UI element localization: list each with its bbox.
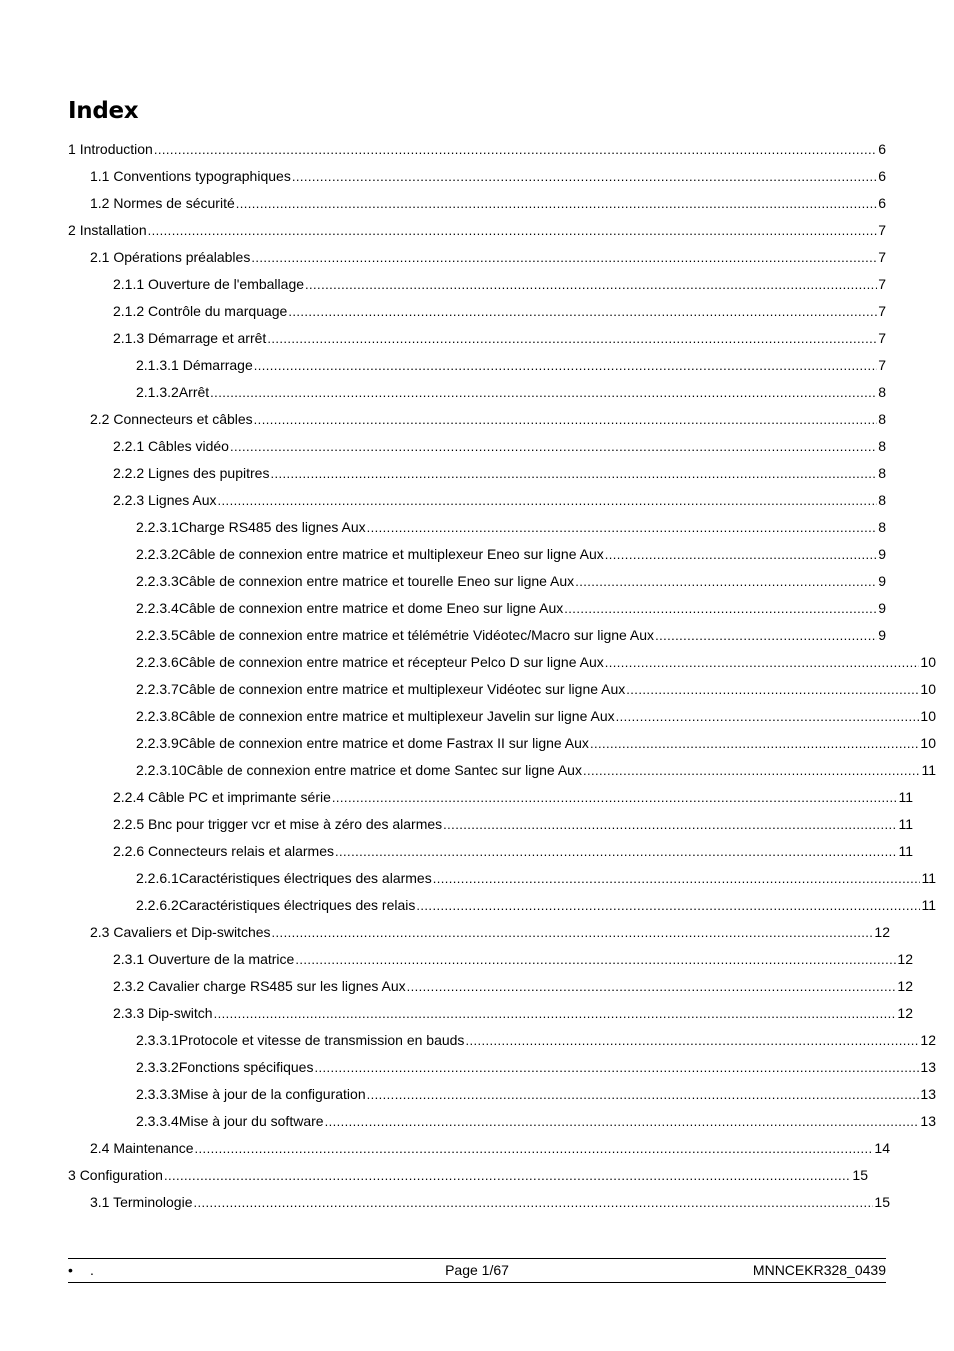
toc-entry[interactable] bbox=[68, 1189, 890, 1216]
toc-entry[interactable] bbox=[68, 541, 886, 568]
toc-entry-number: 2.3.3.3 bbox=[136, 1086, 179, 1102]
toc-entry-page: 8 bbox=[878, 384, 886, 400]
toc-entry-label: Contrôle du marquage bbox=[148, 303, 288, 319]
toc-entry[interactable] bbox=[68, 1000, 913, 1027]
toc-entry-number: 1 bbox=[68, 141, 76, 157]
toc-entry-page: 11 bbox=[898, 843, 913, 859]
toc-entry[interactable] bbox=[68, 757, 936, 784]
toc-entry[interactable] bbox=[68, 595, 886, 622]
toc-dot-leader bbox=[270, 460, 877, 487]
toc-entry-title bbox=[136, 703, 615, 730]
toc-entry-number: 2.2.3.2 bbox=[136, 546, 179, 562]
toc-entry-title bbox=[113, 271, 304, 298]
toc-dot-leader bbox=[465, 1027, 919, 1054]
toc-entry-number: 2.4 bbox=[90, 1140, 110, 1156]
toc-entry[interactable] bbox=[68, 1108, 936, 1135]
toc-entry-number: 3.1 bbox=[90, 1194, 110, 1210]
page-footer bbox=[68, 1261, 886, 1279]
toc-entry-number: 3 bbox=[68, 1167, 76, 1183]
toc-entry-label: Câble de connexion entre matrice et dome Eneo sur ligne Aux bbox=[178, 600, 564, 616]
toc-entry-page: 8 bbox=[878, 519, 886, 535]
toc-dot-leader bbox=[367, 514, 878, 541]
toc-entry-title bbox=[90, 919, 271, 946]
toc-entry-number: 2.1 bbox=[90, 249, 110, 265]
toc-entry-number: 2.3.3.1 bbox=[136, 1032, 179, 1048]
toc-entry-number: 1.1 bbox=[90, 168, 110, 184]
toc-entry-title bbox=[136, 757, 582, 784]
toc-entry-title bbox=[113, 946, 294, 973]
toc-entry-label: Introduction bbox=[79, 141, 153, 157]
toc-dot-leader bbox=[164, 1162, 851, 1189]
toc-entry-label: Terminologie bbox=[113, 1194, 193, 1210]
toc-entry-label: Installation bbox=[79, 222, 147, 238]
toc-entry-number: 2.1.3.2 bbox=[136, 384, 179, 400]
toc-dot-leader bbox=[367, 1081, 920, 1108]
toc-dot-leader bbox=[407, 973, 897, 1000]
toc-entry-number: 2.2.5 bbox=[113, 816, 145, 832]
toc-entry-label: Ouverture de l'emballage bbox=[148, 276, 305, 292]
toc-entry-title bbox=[113, 325, 266, 352]
toc-entry-number: 2.2.3.1 bbox=[136, 519, 179, 535]
toc-entry[interactable] bbox=[68, 163, 886, 190]
toc-dot-leader bbox=[416, 892, 920, 919]
toc-entry-number: 2.2.3.8 bbox=[136, 708, 179, 724]
toc-entry[interactable] bbox=[68, 649, 936, 676]
toc-entry-title bbox=[136, 676, 625, 703]
toc-entry-label: Câble de connexion entre matrice et multiplexeur Javelin sur ligne Aux bbox=[178, 708, 615, 724]
toc-entry-page: 13 bbox=[920, 1059, 936, 1075]
toc-entry-page: 8 bbox=[878, 465, 886, 481]
toc-entry-title bbox=[136, 1054, 313, 1081]
toc-entry[interactable] bbox=[68, 325, 886, 352]
toc-entry[interactable] bbox=[68, 514, 886, 541]
toc-entry-title bbox=[136, 1108, 324, 1135]
toc-entry-number: 2.2.3.4 bbox=[136, 600, 179, 616]
toc-entry-label: Câbles vidéo bbox=[148, 438, 229, 454]
toc-entry[interactable] bbox=[68, 811, 913, 838]
toc-entry-title bbox=[113, 973, 406, 1000]
toc-entry-title bbox=[90, 1135, 194, 1162]
toc-entry-label: Lignes des pupitres bbox=[148, 465, 270, 481]
toc-entry[interactable] bbox=[68, 244, 886, 271]
toc-entry-label: Ouverture de la matrice bbox=[148, 951, 295, 967]
toc-entry-page: 8 bbox=[878, 438, 886, 454]
toc-dot-leader bbox=[214, 1000, 897, 1027]
toc-entry-page: 11 bbox=[921, 870, 936, 886]
toc-entry-page: 13 bbox=[920, 1086, 936, 1102]
toc-entry-title bbox=[90, 190, 235, 217]
toc-dot-leader bbox=[564, 595, 877, 622]
toc-dot-leader bbox=[218, 487, 878, 514]
toc-entry-label: Démarrage et arrêt bbox=[148, 330, 267, 346]
toc-entry-number: 2 bbox=[68, 222, 76, 238]
toc-entry-number: 2.1.2 bbox=[113, 303, 145, 319]
toc-dot-leader bbox=[254, 406, 878, 433]
toc-entry-title bbox=[136, 514, 366, 541]
toc-dot-leader bbox=[325, 1108, 920, 1135]
toc-entry-number: 2.2 bbox=[90, 411, 110, 427]
toc-entry-title bbox=[68, 1162, 163, 1189]
toc-entry-title bbox=[113, 811, 442, 838]
toc-dot-leader bbox=[251, 244, 877, 271]
toc-entry-label: Caractéristiques électriques des relais bbox=[178, 897, 416, 913]
toc-entry[interactable] bbox=[68, 919, 890, 946]
toc-entry-label: Normes de sécurité bbox=[113, 195, 235, 211]
toc-dot-leader bbox=[655, 622, 877, 649]
toc-entry-number: 2.2.2 bbox=[113, 465, 145, 481]
toc-entry-title bbox=[113, 487, 217, 514]
footer-document-reference: MNNCEKR328_0439 bbox=[752, 1262, 886, 1278]
toc-entry[interactable] bbox=[68, 1135, 890, 1162]
toc-entry-title bbox=[90, 406, 253, 433]
toc-entry-label: Charge RS485 des lignes Aux bbox=[178, 519, 366, 535]
toc-entry-number: 1.2 bbox=[90, 195, 110, 211]
toc-entry-page: 12 bbox=[897, 951, 913, 967]
toc-entry-title bbox=[113, 460, 269, 487]
toc-entry-title bbox=[113, 298, 287, 325]
toc-entry-page: 9 bbox=[878, 600, 886, 616]
toc-entry[interactable] bbox=[68, 1081, 936, 1108]
toc-entry-page: 12 bbox=[920, 1032, 936, 1048]
toc-entry-label: Câble de connexion entre matrice et tourelle Eneo sur ligne Aux bbox=[178, 573, 575, 589]
toc-entry-page: 6 bbox=[878, 141, 886, 157]
toc-dot-leader bbox=[583, 757, 921, 784]
toc-entry-page: 7 bbox=[878, 357, 886, 373]
toc-entry-title bbox=[136, 649, 604, 676]
toc-entry-label: Câble de connexion entre matrice et récepteur Pelco D sur ligne Aux bbox=[178, 654, 604, 670]
toc-dot-leader bbox=[443, 811, 897, 838]
toc-entry-number: 2.1.3 bbox=[113, 330, 145, 346]
toc-entry-label: Lignes Aux bbox=[148, 492, 217, 508]
toc-entry-label: Câble de connexion entre matrice et dome Santec sur ligne Aux bbox=[186, 762, 582, 778]
toc-entry-number: 2.1.3.1 bbox=[136, 357, 179, 373]
toc-entry-title bbox=[90, 244, 250, 271]
toc-entry-page: 8 bbox=[878, 492, 886, 508]
toc-entry-page: 6 bbox=[878, 195, 886, 211]
toc-entry-label: Protocole et vitesse de transmission en bauds bbox=[178, 1032, 465, 1048]
toc-entry[interactable] bbox=[68, 865, 936, 892]
toc-entry[interactable] bbox=[68, 568, 886, 595]
toc-entry[interactable] bbox=[68, 1054, 936, 1081]
toc-entry-label: Cavalier charge RS485 sur les lignes Aux bbox=[148, 978, 406, 994]
toc-entry[interactable] bbox=[68, 406, 886, 433]
toc-dot-leader bbox=[332, 784, 898, 811]
toc-entry-number: 2.2.6.2 bbox=[136, 897, 179, 913]
toc-dot-leader bbox=[210, 379, 877, 406]
footer-divider-bottom bbox=[68, 1282, 886, 1283]
toc-dot-leader bbox=[305, 271, 877, 298]
toc-entry-label: Arrêt bbox=[178, 384, 210, 400]
toc-dot-leader bbox=[154, 136, 877, 163]
toc-entry-title bbox=[136, 595, 563, 622]
toc-entry-number: 2.2.3.5 bbox=[136, 627, 179, 643]
toc-entry[interactable] bbox=[68, 379, 886, 406]
toc-dot-leader bbox=[590, 730, 919, 757]
toc-dot-leader bbox=[195, 1135, 874, 1162]
toc-entry-page: 15 bbox=[874, 1194, 890, 1210]
toc-entry-number: 2.2.3.7 bbox=[136, 681, 179, 697]
toc-entry[interactable] bbox=[68, 892, 936, 919]
toc-entry-number: 2.2.6.1 bbox=[136, 870, 179, 886]
toc-entry-title bbox=[113, 838, 334, 865]
toc-dot-leader bbox=[433, 865, 921, 892]
toc-dot-leader bbox=[605, 649, 920, 676]
footer-page-number: Page 1/67 bbox=[445, 1262, 509, 1278]
toc-entry-label: Opérations préalables bbox=[113, 249, 251, 265]
toc-entry-label: Fonctions spécifiques bbox=[178, 1059, 314, 1075]
toc-entry-label: Mise à jour de la configuration bbox=[178, 1086, 366, 1102]
toc-entry[interactable] bbox=[68, 298, 886, 325]
toc-entry-label: Cavaliers et Dip-switches bbox=[113, 924, 271, 940]
toc-entry[interactable] bbox=[68, 136, 886, 163]
toc-entry-page: 12 bbox=[874, 924, 890, 940]
toc-entry-page: 11 bbox=[898, 816, 913, 832]
toc-dot-leader bbox=[148, 217, 878, 244]
toc-entry-page: 10 bbox=[920, 735, 936, 751]
toc-entry-number: 2.2.3 bbox=[113, 492, 145, 508]
footer-bullet: • bbox=[68, 1262, 73, 1278]
toc-entry-page: 7 bbox=[878, 249, 886, 265]
toc-entry[interactable] bbox=[68, 946, 913, 973]
toc-entry[interactable] bbox=[68, 460, 886, 487]
toc-entry-number: 2.2.4 bbox=[113, 789, 145, 805]
toc-entry-number: 2.3.3.4 bbox=[136, 1113, 179, 1129]
toc-entry[interactable] bbox=[68, 622, 886, 649]
toc-entry-number: 2.2.3.3 bbox=[136, 573, 179, 589]
toc-dot-leader bbox=[292, 163, 877, 190]
toc-entry-label: Câble de connexion entre matrice et télémétrie Vidéotec/Macro sur ligne Aux bbox=[178, 627, 655, 643]
toc-dot-leader bbox=[575, 568, 877, 595]
toc-entry-label: Connecteurs relais et alarmes bbox=[148, 843, 335, 859]
toc-dot-leader bbox=[230, 433, 877, 460]
toc-dot-leader bbox=[605, 541, 877, 568]
toc-dot-leader bbox=[272, 919, 874, 946]
toc-entry[interactable] bbox=[68, 1027, 936, 1054]
toc-entry[interactable] bbox=[68, 1162, 868, 1189]
toc-entry-page: 12 bbox=[897, 978, 913, 994]
toc-entry-title bbox=[136, 1027, 464, 1054]
toc-entry-page: 7 bbox=[878, 276, 886, 292]
toc-entry-title bbox=[68, 136, 153, 163]
toc-entry-title bbox=[113, 784, 331, 811]
toc-entry-title bbox=[113, 433, 229, 460]
toc-entry-title bbox=[90, 1189, 192, 1216]
toc-entry-page: 14 bbox=[874, 1140, 890, 1156]
toc-entry-number: 2.3 bbox=[90, 924, 110, 940]
toc-entry-label: Bnc pour trigger vcr et mise à zéro des alarmes bbox=[148, 816, 443, 832]
toc-entry[interactable] bbox=[68, 730, 936, 757]
toc-entry-label: Caractéristiques électriques des alarmes bbox=[178, 870, 432, 886]
toc-entry-page: 7 bbox=[878, 303, 886, 319]
toc-entry-number: 2.2.6 bbox=[113, 843, 145, 859]
toc-entry-page: 12 bbox=[897, 1005, 913, 1021]
footer-divider-top bbox=[68, 1258, 886, 1259]
toc-entry-number: 2.1.1 bbox=[113, 276, 145, 292]
toc-entry-title bbox=[136, 892, 415, 919]
toc-entry[interactable] bbox=[68, 271, 886, 298]
toc-entry[interactable] bbox=[68, 973, 913, 1000]
toc-entry-number: 2.3.3.2 bbox=[136, 1059, 179, 1075]
toc-entry-title bbox=[136, 865, 432, 892]
toc-entry-page: 9 bbox=[878, 627, 886, 643]
toc-entry-label: Connecteurs et câbles bbox=[113, 411, 253, 427]
toc-entry-page: 15 bbox=[852, 1167, 868, 1183]
toc-dot-leader bbox=[616, 703, 920, 730]
toc-entry-title bbox=[136, 352, 253, 379]
toc-entry-title bbox=[136, 1081, 366, 1108]
toc-entry-label: Conventions typographiques bbox=[113, 168, 291, 184]
toc-entry-title bbox=[136, 541, 604, 568]
toc-entry-page: 11 bbox=[921, 762, 936, 778]
toc-entry-label: Câble PC et imprimante série bbox=[148, 789, 331, 805]
toc-entry-label: Démarrage bbox=[182, 357, 253, 373]
toc-entry-number: 2.3.2 bbox=[113, 978, 145, 994]
table-of-contents bbox=[68, 136, 936, 1216]
toc-entry-page: 7 bbox=[878, 330, 886, 346]
toc-entry[interactable] bbox=[68, 433, 886, 460]
toc-entry-label: Maintenance bbox=[113, 1140, 194, 1156]
toc-entry-label: Câble de connexion entre matrice et multiplexeur Vidéotec sur ligne Aux bbox=[178, 681, 626, 697]
toc-entry-title bbox=[68, 217, 147, 244]
toc-entry-page: 7 bbox=[878, 222, 886, 238]
toc-entry-page: 13 bbox=[920, 1113, 936, 1129]
toc-entry-number: 2.3.3 bbox=[113, 1005, 145, 1021]
toc-entry-page: 6 bbox=[878, 168, 886, 184]
toc-entry-title bbox=[136, 379, 209, 406]
toc-entry-page: 8 bbox=[878, 411, 886, 427]
toc-entry[interactable] bbox=[68, 190, 886, 217]
toc-entry-page: 11 bbox=[898, 789, 913, 805]
footer-mark: . bbox=[90, 1262, 94, 1278]
toc-dot-leader bbox=[626, 676, 919, 703]
toc-entry-title bbox=[136, 568, 574, 595]
toc-dot-leader bbox=[335, 838, 897, 865]
page-title: Index bbox=[68, 98, 139, 124]
toc-entry-page: 11 bbox=[921, 897, 936, 913]
toc-entry-page: 10 bbox=[920, 708, 936, 724]
toc-entry-label: Mise à jour du software bbox=[178, 1113, 324, 1129]
toc-dot-leader bbox=[193, 1189, 873, 1216]
toc-entry-title bbox=[136, 730, 589, 757]
toc-entry-title bbox=[136, 622, 654, 649]
toc-entry[interactable] bbox=[68, 676, 936, 703]
toc-entry[interactable] bbox=[68, 838, 913, 865]
toc-entry-number: 2.2.3.6 bbox=[136, 654, 179, 670]
toc-entry[interactable] bbox=[68, 352, 886, 379]
toc-dot-leader bbox=[295, 946, 896, 973]
toc-entry-number: 2.2.1 bbox=[113, 438, 145, 454]
toc-dot-leader bbox=[314, 1054, 919, 1081]
toc-entry-label: Câble de connexion entre matrice et multiplexeur Eneo sur ligne Aux bbox=[178, 546, 604, 562]
toc-entry-label: Dip-switch bbox=[148, 1005, 213, 1021]
toc-dot-leader bbox=[236, 190, 877, 217]
toc-entry-page: 10 bbox=[920, 654, 936, 670]
toc-dot-leader bbox=[267, 325, 877, 352]
toc-entry[interactable] bbox=[68, 703, 936, 730]
toc-entry-page: 9 bbox=[878, 546, 886, 562]
toc-entry-title bbox=[113, 1000, 213, 1027]
toc-entry[interactable] bbox=[68, 487, 886, 514]
toc-entry-title bbox=[90, 163, 291, 190]
toc-dot-leader bbox=[288, 298, 877, 325]
toc-entry[interactable] bbox=[68, 784, 913, 811]
toc-entry-page: 10 bbox=[920, 681, 936, 697]
toc-entry-number: 2.3.1 bbox=[113, 951, 145, 967]
toc-entry-label: Configuration bbox=[79, 1167, 163, 1183]
toc-entry[interactable] bbox=[68, 217, 886, 244]
toc-entry-label: Câble de connexion entre matrice et dome Fastrax II sur ligne Aux bbox=[178, 735, 589, 751]
toc-dot-leader bbox=[254, 352, 877, 379]
toc-entry-number: 2.2.3.9 bbox=[136, 735, 179, 751]
toc-entry-page: 9 bbox=[878, 573, 886, 589]
toc-entry-number: 2.2.3.10 bbox=[136, 762, 187, 778]
